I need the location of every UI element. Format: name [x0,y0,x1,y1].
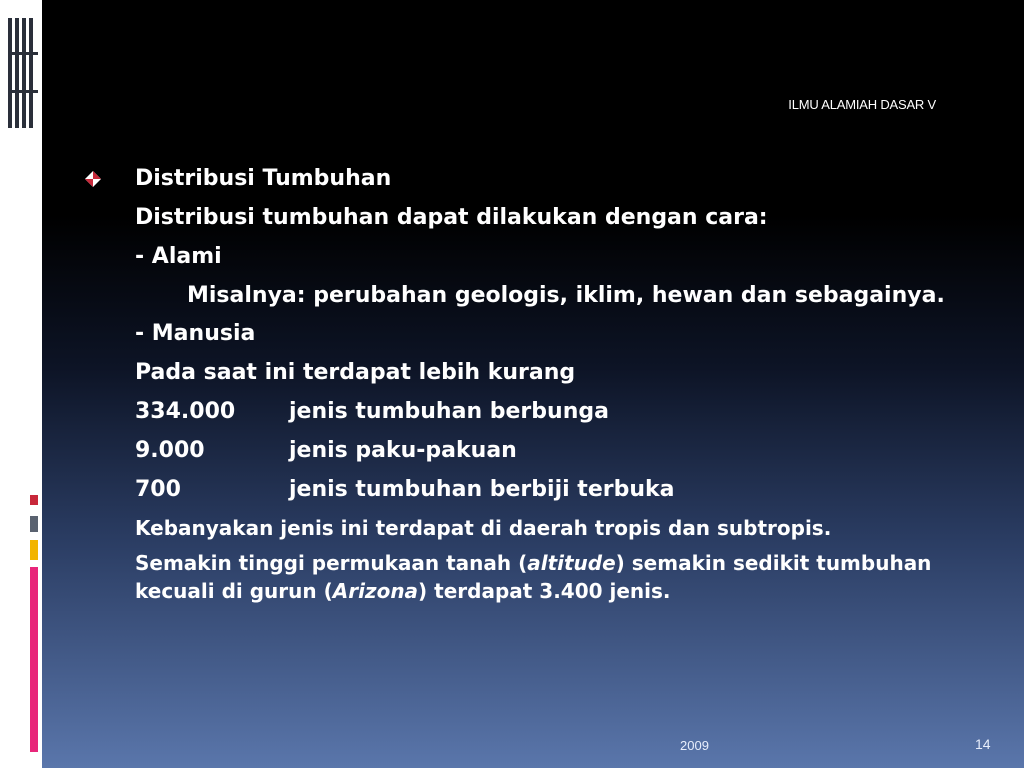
strip-bar-yellow [30,540,38,560]
human-label: - Manusia [135,321,256,346]
species-row [135,436,965,466]
species-type: jenis paku-pakuan [289,438,517,463]
intro-text: Distribusi tumbuhan dapat dilakukan dengan cara: [135,205,768,230]
species-type: jenis tumbuhan berbunga [289,399,609,424]
species-row [135,397,965,427]
page-number: 14 [975,736,991,752]
species-row [135,475,965,505]
diamond-bullet-icon [83,169,103,189]
arizona-term: Arizona [332,579,419,603]
species-count: 334.000 [135,399,236,424]
strip-bar-red [30,495,38,505]
species-count: 9.000 [135,438,205,463]
current-statement: Pada saat ini terdapat lebih kurang [135,360,576,385]
species-count: 700 [135,477,181,502]
tropics-note: Kebanyakan jenis ini terdapat di daerah tropis dan subtropis. [135,516,832,540]
natural-example: Misalnya: perubahan geologis, iklim, hewan dan sebagainya. [187,283,945,308]
left-decorative-strip [0,0,42,768]
species-type: jenis tumbuhan berbiji terbuka [289,477,675,502]
natural-label: - Alami [135,244,222,269]
altitude-note: Semakin tinggi permukaan tanah (altitude) semakin sedikit tumbuhan kecuali di gurun (Arizona) terdapat 3.400 jenis. [135,551,932,603]
slide-content [135,164,965,612]
slide-heading: Distribusi Tumbuhan [135,166,392,191]
altitude-term: altitude [527,551,616,575]
strip-bar-gray [30,516,38,532]
grid-logo-icon [6,18,40,128]
footer-year: 2009 [680,738,709,753]
slide-header-title: ILMU ALAMIAH DASAR V [788,97,936,112]
strip-bar-pink [30,567,38,752]
